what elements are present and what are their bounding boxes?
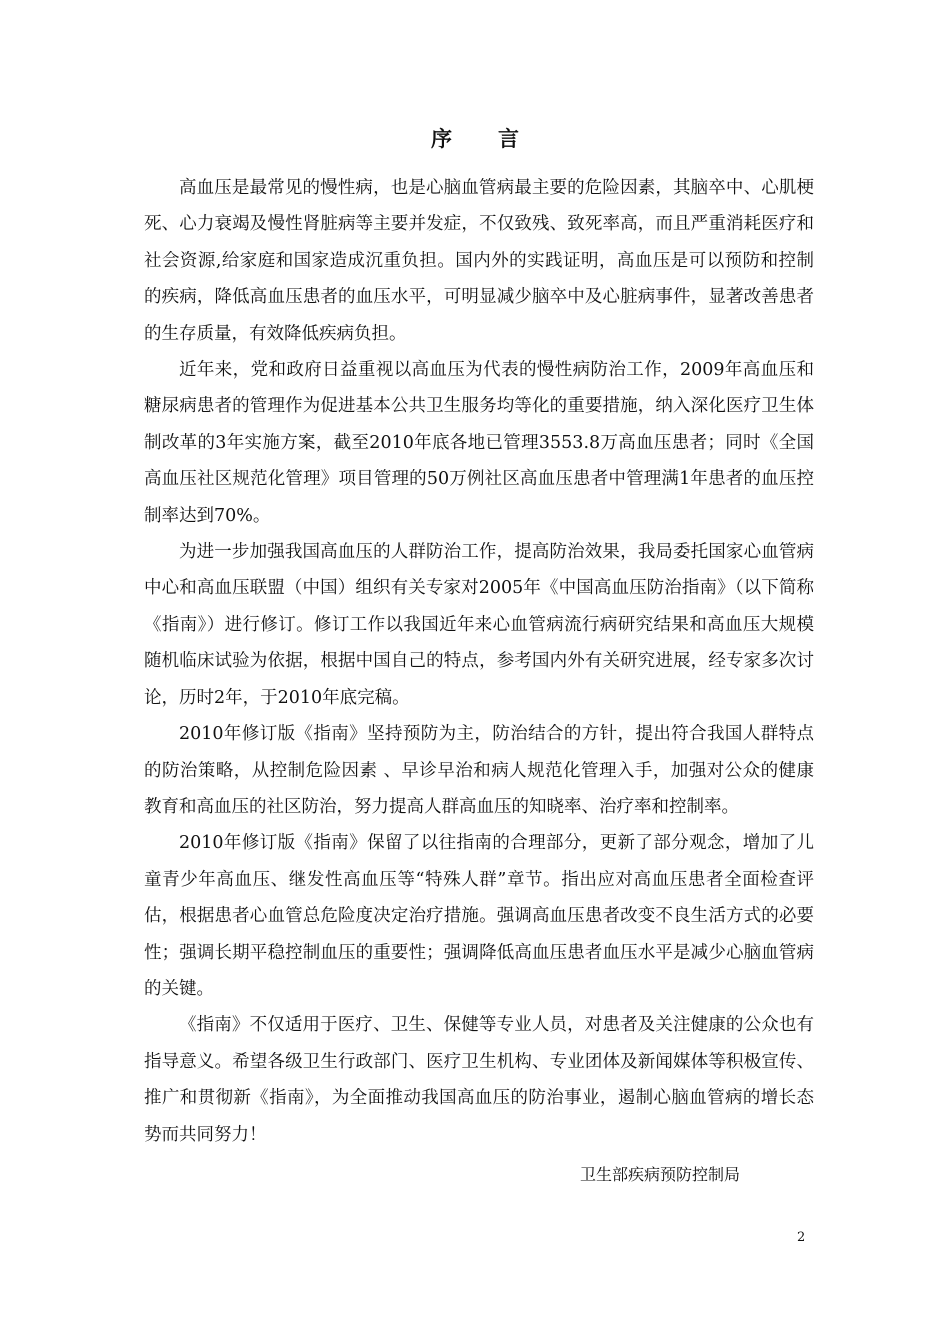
preface-body [144,170,814,1153]
paragraph-2: 近年来，党和政府日益重视以高血压为代表的慢性病防治工作，2009年高血压和糖尿病患者的管理作为促进基本公共卫生服务均等化的重要措施，纳入深化医疗卫生体制改革的3年实施方案，截至2010年底各地已管理3553.8万高血压患者；同时《全国高血压社区规范化管理》项目管理的50万例社区高血压患者中管理满1年患者的血压控制率达到70%。 [144,360,814,526]
paragraph-4: 2010年修订版《指南》坚持预防为主，防治结合的方针，提出符合我国人群特点的防治策略，从控制危险因素 、早诊早治和病人规范化管理入手，加强对公众的健康教育和高血压的社区防治，努力提高人群高血压的知晓率、治疗率和控制率。 [144,724,814,817]
issuer-signature: 卫生部疾病预防控制局 [580,1165,741,1184]
paragraph-1: 高血压是最常见的慢性病，也是心脑血管病最主要的危险因素，其脑卒中、心肌梗死、心力衰竭及慢性肾脏病等主要并发症，不仅致残、致死率高，而且严重消耗医疗和社会资源,给家庭和国家造成沉重负担。国内外的实践证明，高血压是可以预防和控制的疾病，降低高血压患者的血压水平，可明显减少脑卒中及心脏病事件，显著改善患者的生存质量，有效降低疾病负担。 [144,178,814,344]
page-title: 序言 [431,126,565,151]
page-number: 2 [797,1230,806,1245]
paragraph-6: 《指南》不仅适用于医疗、卫生、保健等专业人员，对患者及关注健康的公众也有指导意义。希望各级卫生行政部门、医疗卫生机构、专业团体及新闻媒体等积极宣传、推广和贯彻新《指南》，为全面推动我国高血压的防治事业，遏制心脑血管病的增长态势而共同努力！ [144,1015,814,1145]
paragraph-3: 为进一步加强我国高血压的人群防治工作，提高防治效果，我局委托国家心血管病中心和高血压联盟（中国）组织有关专家对2005年《中国高血压防治指南》（以下简称《指南》）进行修订。修订工作以我国近年来心血管病流行病研究结果和高血压大规模随机临床试验为依据，根据中国自己的特点，参考国内外有关研究进展，经专家多次讨论，历时2年，于2010年底完稿。 [144,542,814,708]
paragraph-5: 2010年修订版《指南》保留了以往指南的合理部分，更新了部分观念，增加了儿童青少年高血压、继发性高血压等“特殊人群”章节。指出应对高血压患者全面检查评估，根据患者心血管总危险度决定治疗措施。强调高血压患者改变不良生活方式的必要性；强调长期平稳控制血压的重要性；强调降低高血压患者血压水平是减少心脑血管病的关键。 [144,833,814,999]
